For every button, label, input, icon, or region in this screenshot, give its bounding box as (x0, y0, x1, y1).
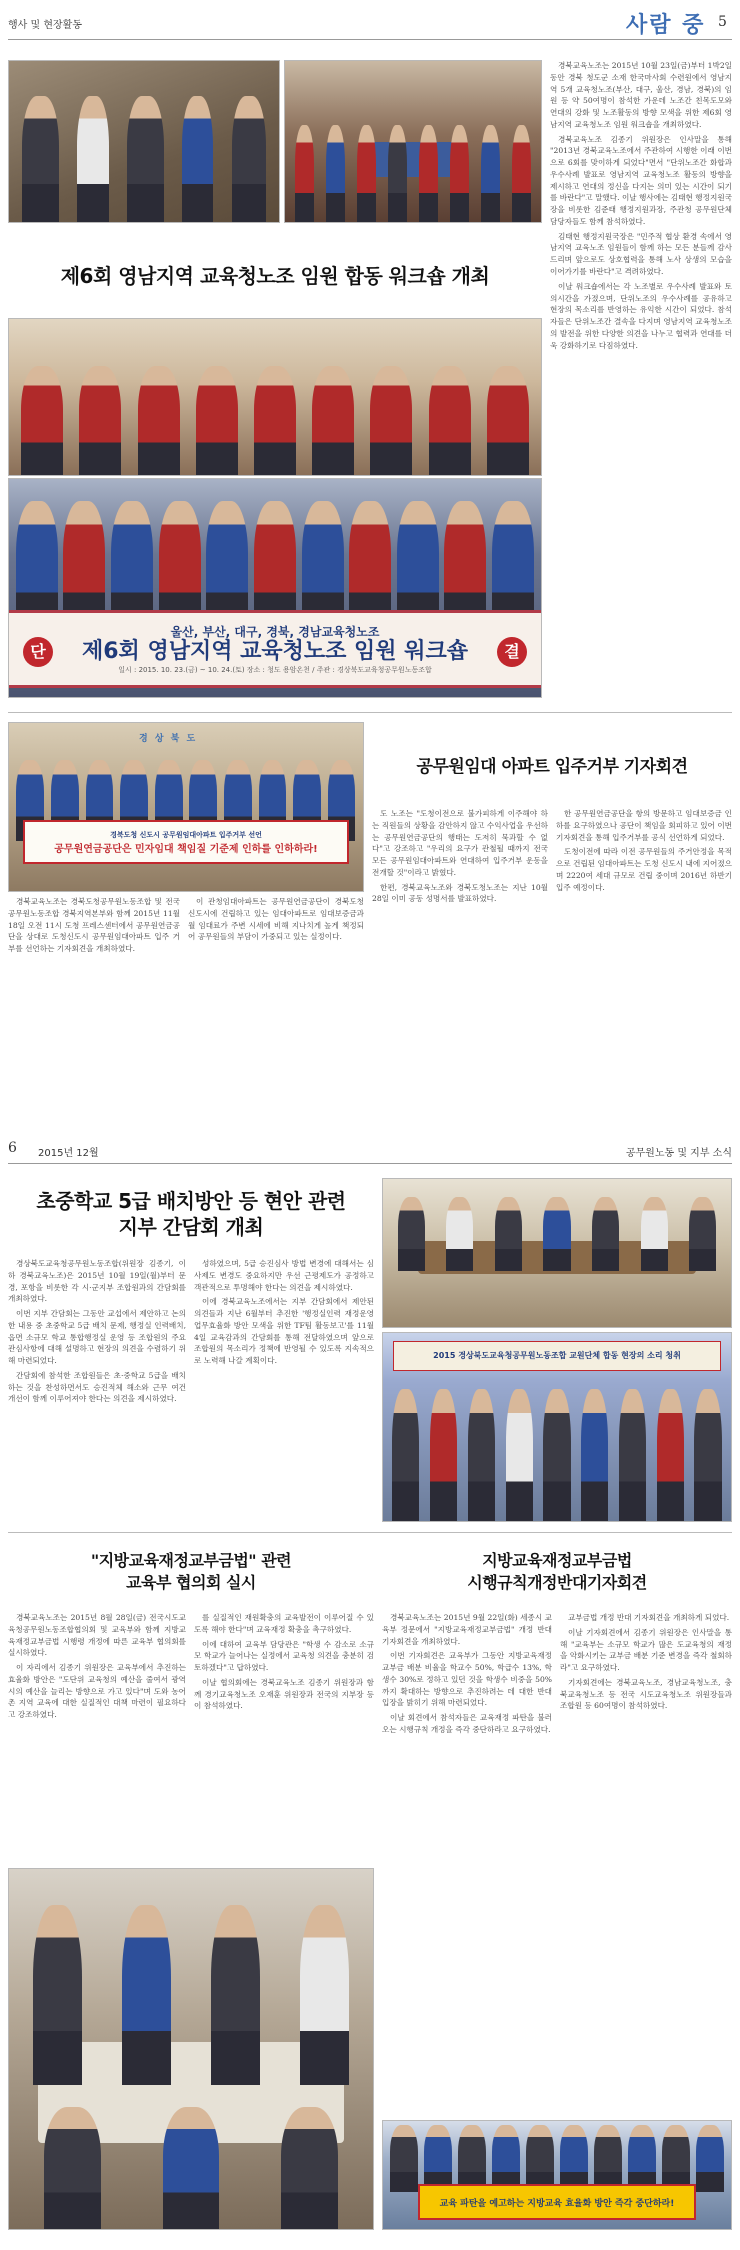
article-headline (382, 1550, 732, 1595)
stage-banner-text: 2015 경상북도교육청공무원노동조합 교원단체 합동 현장의 소리 청취 (433, 1351, 681, 1361)
paragraph: 기자회견에는 경북교육노조, 경남교육청노조, 충북교육청노조 등 전국 시도교육청노조 위원장들과 조합원 등 60여명이 참석하였다. (560, 1677, 732, 1711)
article-headline: 공무원임대 아파트 입주거부 기자회견 (416, 757, 688, 777)
page-header (8, 1136, 732, 1164)
section-label: 공무원노동 및 지부 소식 (625, 1148, 732, 1159)
article-headline (8, 1550, 374, 1595)
section-label: 행사 및 현장활동 (8, 20, 82, 31)
page-number: 5 (718, 14, 727, 30)
banner-main-text: 공무원연금공단은 민자임대 책임질 기준제 인하를 인하하라! (54, 843, 318, 855)
article-body-column-4 (556, 808, 732, 1046)
page-header (8, 6, 732, 40)
article-body-column-1 (8, 1612, 186, 1862)
protest-banner (23, 820, 349, 864)
banner-subtitle: 울산, 부산, 대구, 경북, 경남교육청노조 (170, 625, 380, 640)
issue-date: 2015년 12월 (38, 1148, 99, 1159)
article-headline (8, 1188, 374, 1240)
banner-left-badge: 단 (23, 637, 53, 667)
article-headline: 제6회 영남지역 교육청노조 임원 합동 워크숍 개최 (60, 264, 490, 288)
paragraph: 이날 기자회견에서 김종기 위원장은 인사말을 통해 "교육부는 소규모 학교가 많은 도교육청의 재정을 악화시키는 교부금 배분 기준 변경을 즉각 철회하라"고 요구하였다. (560, 1627, 732, 1673)
paragraph: 성하였으며, 5급 승진심사 방법 변경에 대해서는 심사제도 변경도 중요하지만 우선 근평제도가 공정하고 객관적으로 투명해야 한다는 의견을 제시하였다. (194, 1259, 374, 1292)
photo-meeting-room (284, 60, 542, 223)
paragraph: 간담회에 참석한 조합원들은 초·중학교 5급을 배치하는 것을 찬성하면서도 승진적체 해소와 근무 여건 개선이 함께 이루어져야 한다는 의견을 제시하였다. (8, 1370, 186, 1404)
article-body-column-2 (188, 896, 364, 1046)
article-body-column-1 (382, 1612, 552, 2116)
paragraph: 경북교육노조는 2015년 9월 22일(화) 세종시 교육부 정문에서 "지방교육재정교부금법" 개정 반대 기자회견을 개최하였다. (382, 1613, 552, 1646)
divider (8, 1532, 732, 1533)
paragraph: 김태현 행정지원국장은 "민주적 협상 환경 속에서 영남지역 교육노조 임원들이 함께 하는 모든 분들께 감사드리며 앞으로도 상호협력을 통해 노사 상생의 모습을 이어가기를 바란다"고 격려하였다. (550, 231, 732, 277)
paragraph: 이에 경북교육노조에서는 지부 간담회에서 제안된 의견들과 지난 6월부터 추진한 '행정실인력 재정운영 업무효율화 방안 모색을 위한 TF팀 활동보고'를 11월 4일 교육감과의 간담회를 통해 전달하였으며 앞으로 조합원의 목소리가 정책에 반영될 수 있도록 지속적으로 노력해 나갈 계획이다. (194, 1297, 374, 1366)
headline-line-2: 교육부 협의회 실시 (126, 1573, 256, 1593)
page-number: 6 (8, 1140, 17, 1156)
stage-banner (393, 1341, 720, 1371)
paragraph: 이날 워크숍에서는 각 노조별로 우수사례 발표와 토의시간을 가졌으며, 단위노조의 우수사례를 공유하고 현장의 목소리를 반영하는 유익한 시간이 되었다. 참석자들은 단위노조간 결속을 다지며 영남지역 교육청노조의 발전을 위한 다양한 의견을 나누고 협력과 연대를 더욱 강화하기로 다짐하였다. (550, 281, 732, 350)
banner-small-text: 경북도청 신도시 공무원임대아파트 입주거부 선언 (110, 830, 262, 839)
paragraph: 경상북도교육청공무원노동조합(위원장 김종기, 이하 경북교육노조)은 2015년 10월 19일(월)부터 문경, 포항을 비롯한 각 시·군지부 조합원과의 간담회를 개최하였다. (8, 1259, 186, 1304)
paragraph: 경북교육노조는 경북도청공무원노동조합 및 전국공무원노동조합 경북지역본부와 함께 2015년 11월 18일 오전 11시 도청 프레스센터에서 공무원연금공단을 상대로 도청신도시 공무원임대아파트 입주 거부를 선언하는 기자회견을 개최하였다. (8, 897, 180, 954)
paragraph: 경북교육노조는 2015년 10월 23일(금)부터 1박2일동안 경북 청도군 소재 한국마사회 수련원에서 영남지역 5개 교육청노조(부산, 대구, 울산, 경남, 경북)의 임원 등 약 50여명이 참석한 가운데 노조간 친목도모와 연대의 강화 및 노조활동의 방향 모색을 위한 제6회 영남지역 교육청노조 임원 워크숍을 개최하였다. (550, 61, 732, 129)
photo-handshake (8, 60, 280, 223)
paragraph: 도 노조는 "도청이전으로 불가피하게 이주해야 하는 직원들의 상황을 감안하지 않고 수익사업을 우선하는 공무원연금공단의 행태는 도저히 묵과할 수 없다"고 강조하고 "우리의 요구가 관철될 때까지 전국 모든 공무원임대아파트와 연대하여 입주거부 운동을 전개할 것"이라고 밝혔다. (372, 809, 548, 877)
paragraph: 경북교육노조 김종기 위원장은 인사말을 통해 "2013년 경북교육노조에서 주관하여 시행한 이래 이번으로 6회를 맞이하게 되었다"면서 "단위노조간 화합과 우수사례 발표로 영남지역 교육청노조 활동의 방향을 제시하고 연대의 정신을 다지는 의미 있는 시간이 되기를 바란다"고 말했다. 이날 행사에는 김태현 행정지원국장을 비롯한 김준태 행정지원과장, 주관청 공무원단체 담당자들도 함께 참석하였다. (550, 134, 732, 226)
rally-banner-text: 교육 파탄을 예고하는 지방교육 효율화 방안 즉각 중단하라! (439, 2198, 675, 2209)
rally-banner (418, 2184, 696, 2221)
article-body-column (550, 60, 732, 700)
headline-line-1: "지방교육재정교부금법" 관련 (90, 1551, 292, 1570)
paragraph: 이번 기자회견은 교육부가 그동안 지방교육재정교부금 배분 비율을 학교수 50%, 학급수 13%, 학생수 30%로 정하고 있던 것을 학생수 비중을 50%까지 확대하는 방향으로 추진하려는 데 대한 반대 입장을 밝히기 위해 마련되었다. (382, 1651, 552, 1708)
headline-line-2: 지부 간담회 개최 (118, 1215, 264, 1239)
paragraph: 한 공무원연금공단을 항의 방문하고 임대보증금 인하를 요구하였으나 공단이 책임을 회피하고 있어 이번 기자회견을 통해 입주거부를 공식 선언하게 되었다. (556, 809, 732, 842)
event-banner (9, 610, 541, 688)
divider (8, 712, 732, 713)
sign-text: 경 상 북 도 (139, 734, 198, 744)
article-body-column-2 (194, 1612, 374, 1862)
paragraph: 한편, 경북교육노조와 경북도청노조는 지난 10월 28일 이미 공동 성명서를 발표하였다. (372, 882, 548, 904)
article-body-column-3 (372, 808, 548, 1046)
banner-info: 일시 : 2015. 10. 23.(금) ~ 10. 24.(토) 장소 : 청도 용암온천 / 주관 : 경상북도교육청공무원노동조합 (118, 665, 432, 674)
article-body-column-1 (8, 896, 180, 1046)
photo-press-conference (8, 722, 364, 892)
photo-protest-rally (382, 2120, 732, 2230)
photo-speakers-lineup (8, 318, 542, 476)
paragraph: 경북교육노조는 2015년 8월 28일(금) 전국시도교육청공무원노동조합협의회 및 교육부와 함께 지방교육재정교부금법 시행령 개정에 따른 교육부 협의회를 실시하였다. (8, 1613, 186, 1658)
article-body-column-2 (194, 1258, 374, 1520)
page-6 (0, 1130, 740, 2250)
article-body-column-1 (8, 1258, 186, 1520)
paragraph: 이날 회견에서 참석자들은 교육재정 파탄을 불러오는 시행규칙 개정을 즉각 중단하라고 요구하였다. (382, 1713, 552, 1734)
photo-group-stage (382, 1332, 732, 1522)
banner-right-badge: 결 (497, 637, 527, 667)
page-gap (0, 1050, 740, 1130)
paragraph: 이번 지부 간담회는 그동안 교섭에서 제안하고 논의한 내용 중 초중학교 5급 배치 문제, 행정실 인력배치, 읍면 소규모 학교 통합행정실 운영 등 조합원의 주요 관심사항에 대해 설명하고 현장의 의견을 수렴하기 위해 마련되었다. (8, 1309, 186, 1366)
page-5 (0, 0, 740, 1050)
paragraph: 이 자리에서 김종기 위원장은 교육부에서 추진하는 효율화 방안은 "도단위 교육청의 예산을 줄여서 광역시의 예산을 늘리는 방향으로 가고 있다"며 도와 농어촌 지역 교육에 대한 실질적인 대책 마련이 필요하다고 강조하였다. (8, 1663, 186, 1720)
headline-line-1: 초중학교 5급 배치방안 등 현안 관련 (36, 1189, 346, 1213)
photo-meeting-table (382, 1178, 732, 1328)
paragraph: 도청이전에 따라 이전 공무원들의 주거안정을 목적으로 건립된 임대아파트는 도청 신도시 내에 지어졌으며 2220여 세대 규모로 건립 중이며 2016년 하반기 입주 예정이다. (556, 847, 732, 892)
headline-line-1: 지방교육재정교부금법 (482, 1551, 632, 1570)
paragraph: 이에 대하여 교육부 담당관은 "학생 수 감소로 소규모 학교가 늘어나는 실정에서 교육청 의견을 충분히 검토하겠다"고 답하였다. (194, 1639, 374, 1673)
photo-group-banner (8, 478, 542, 698)
masthead-logo: 사람 중 (626, 12, 706, 38)
headline-line-2: 시행규칙개정반대기자회견 (467, 1573, 647, 1593)
paragraph: 이 관청임대아파트는 공무원연금공단이 경북도청 신도시에 건립하고 있는 임대아파트로 임대보증금과 월 임대료가 주변 시세에 비해 지나치게 높게 책정되어 공무원들의 부담이 가중되고 있는 실정이다. (188, 897, 364, 942)
photo-ministry-meeting (8, 1868, 374, 2230)
article-body-column-2 (560, 1612, 732, 2116)
paragraph: 이날 협의회에는 경북교육노조 김종기 위원장과 함께 경기교육청노조 오재훈 위원장과 전국의 지부장 등이 참석하였다. (194, 1677, 374, 1711)
paragraph: 교부금법 개정 반대 기자회견을 개최하게 되었다. (568, 1613, 730, 1622)
paragraph: 를 실질적인 재원확충의 교육발전이 이루어질 수 있도록 해야 한다"며 교육재정 확충을 촉구하였다. (194, 1613, 374, 1634)
banner-title: 제6회 영남지역 교육청노조 임원 워크숍 (82, 639, 468, 665)
